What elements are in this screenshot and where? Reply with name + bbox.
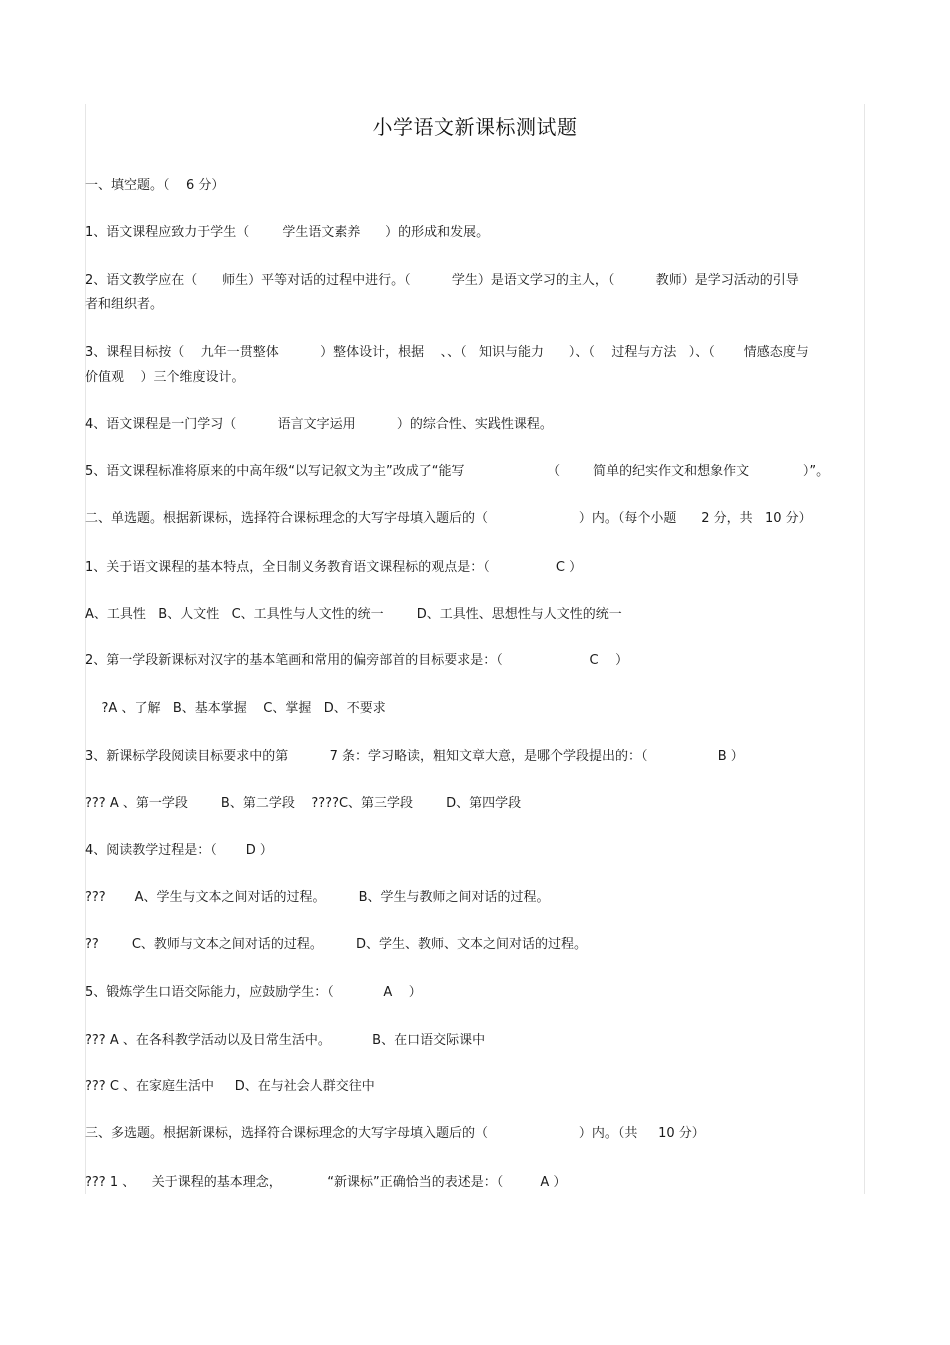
section-fill-blank-heading: 一、填空题。（ 6 分） [85,178,225,193]
answer-options: ??? A 、第一学段 B、第二学段 ????C、第三学段 D、第四学段 [85,796,522,811]
answer-options: A、工具性 B、人文性 C、工具性与人文性的统一 D、工具性、思想性与人文性的统一 [85,607,622,622]
question-text: 5、锻炼学生口语交际能力，应鼓励学生：（ A ） [85,985,422,1000]
answer-options: ?A 、了解 B、基本掌握 C、掌握 D、不要求 [85,701,386,716]
question-text: 4、语文课程是一门学习（ 语言文字运用 ）的综合性、实践性课程。 [85,417,553,432]
question-text: 1、语文课程应致力于学生（ 学生语文素养 ）的形成和发展。 [85,225,490,240]
question-text: 2、第一学段新课标对汉字的基本笔画和常用的偏旁部首的目标要求是：（ C ） [85,653,629,668]
question-text: 4、阅读教学过程是：（ D ） [85,843,273,858]
section-single-choice-heading: 二、单选题。根据新课标，选择符合课标理念的大写字母填入题后的（ ）内。（每个小题 2 分，共 10 分） [85,511,812,526]
question-text: 3、课程目标按（ 九年一贯整体 ）整体设计，根据 、、（ 知识与能力 ）、（ 过程与方法 ）、（ 情感态度与 [85,345,809,360]
answer-options: ?? C、教师与文本之间对话的过程。 D、学生、教师、文本之间对话的过程。 [85,937,588,952]
document-title: 小学语文新课标测试题 [372,115,578,139]
question-text: 3、新课标学段阅读目标要求中的第 7 条：学习略读，粗知文章大意，是哪个学段提出的：（ B ） [85,749,744,764]
question-text: ??? 1 、 关于课程的基本理念， “新课标”正确恰当的表述是：（ A ） [85,1175,567,1190]
question-text: 2、语文教学应在（ 师生）平等对话的过程中进行。（ 学生）是语文学习的主人，（ 教师）是学习活动的引导 [85,273,799,288]
answer-options: ??? A 、在各科教学活动以及日常生活中。 B、在口语交际课中 [85,1033,486,1048]
answer-options: ??? C 、在家庭生活中 D、在与社会人群交往中 [85,1079,375,1094]
question-text: 1、关于语文课程的基本特点，全日制义务教育语文课程标的观点是：（ C ） [85,560,583,575]
page-right-border [864,104,865,1194]
question-text: 5、语文课程标准将原来的中高年级“以写记叙文为主”改成了“能写 （ 简单的纪实作文和想象作文 ）”。 [85,464,830,479]
answer-options: ??? A、学生与文本之间对话的过程。 B、学生与教师之间对话的过程。 [85,890,550,905]
section-multi-choice-heading: 三、多选题。根据新课标，选择符合课标理念的大写字母填入题后的（ ）内。（共 10 分） [85,1126,705,1141]
question-text-continued: 者和组织者。 [85,297,164,312]
question-text-continued: 价值观 ）三个维度设计。 [85,370,245,385]
